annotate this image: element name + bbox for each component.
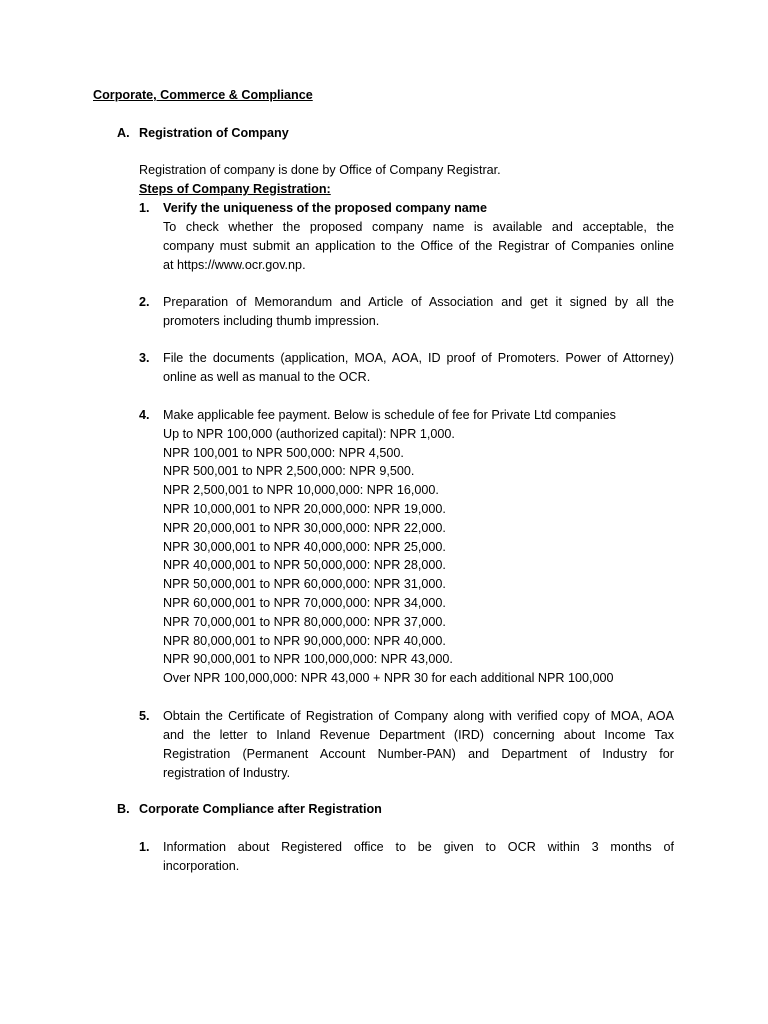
- fee-line: NPR 100,001 to NPR 500,000: NPR 4,500.: [163, 446, 404, 460]
- document-title: Corporate, Commerce & Compliance: [93, 88, 313, 102]
- fee-line: NPR 30,000,001 to NPR 40,000,000: NPR 25,000.: [163, 540, 446, 554]
- fee-line: NPR 20,000,001 to NPR 30,000,000: NPR 22,000.: [163, 521, 446, 535]
- step-1-body-line-3: at https://www.ocr.gov.np.: [163, 258, 306, 272]
- step-1-body-line-2: company must submit an application to the Office of the Registrar of Companies online: [163, 239, 674, 253]
- step-3-line-1: File the documents (application, MOA, AOA, ID proof of Promoters. Power of Attorney): [163, 351, 674, 365]
- fee-line: Up to NPR 100,000 (authorized capital): NPR 1,000.: [163, 427, 455, 441]
- fee-line: NPR 60,000,001 to NPR 70,000,000: NPR 34,000.: [163, 596, 446, 610]
- section-a-intro: Registration of company is done by Office of Company Registrar.: [139, 163, 501, 177]
- section-b-item-1-marker: 1.: [139, 840, 150, 854]
- step-3-line-2: online as well as manual to the OCR.: [163, 370, 371, 384]
- step-1-body-line-1: To check whether the proposed company name is available and acceptable, the: [163, 220, 674, 234]
- step-5-marker: 5.: [139, 709, 150, 723]
- fee-line: NPR 70,000,001 to NPR 80,000,000: NPR 37,000.: [163, 615, 446, 629]
- fee-line: NPR 80,000,001 to NPR 90,000,000: NPR 40,000.: [163, 634, 446, 648]
- step-1-marker: 1.: [139, 201, 150, 215]
- steps-heading: Steps of Company Registration:: [139, 182, 331, 196]
- step-5-line-2: and the letter to Inland Revenue Department (IRD) concerning about Income Tax: [163, 728, 674, 742]
- step-5-line-3: Registration (Permanent Account Number-PAN) and Department of Industry for: [163, 747, 674, 761]
- section-a-heading: Registration of Company: [139, 126, 289, 140]
- fee-line: NPR 500,001 to NPR 2,500,000: NPR 9,500.: [163, 464, 415, 478]
- step-1-title: Verify the uniqueness of the proposed company name: [163, 201, 488, 215]
- step-4-title: Make applicable fee payment. Below is schedule of fee for Private Ltd companies: [163, 408, 616, 422]
- fee-line: NPR 40,000,001 to NPR 50,000,000: NPR 28,000.: [163, 558, 446, 572]
- fee-line: NPR 90,000,001 to NPR 100,000,000: NPR 43,000.: [163, 652, 453, 666]
- step-5-line-1: Obtain the Certificate of Registration of Company along with verified copy of MOA, AOA: [163, 709, 674, 723]
- step-2-marker: 2.: [139, 295, 150, 309]
- step-2-line-2: promoters including thumb impression.: [163, 314, 380, 328]
- fee-line: NPR 10,000,001 to NPR 20,000,000: NPR 19,000.: [163, 502, 446, 516]
- step-4-marker: 4.: [139, 408, 150, 422]
- section-b-item-1-line-1: Information about Registered office to be given to OCR within 3 months of: [163, 840, 674, 854]
- fee-line: Over NPR 100,000,000: NPR 43,000 + NPR 30 for each additional NPR 100,000: [163, 671, 614, 685]
- step-2-line-1: Preparation of Memorandum and Article of Association and get it signed by all the: [163, 295, 674, 309]
- step-3-marker: 3.: [139, 351, 150, 365]
- fee-line: NPR 50,000,001 to NPR 60,000,000: NPR 31,000.: [163, 577, 446, 591]
- section-a-marker: A.: [117, 126, 130, 140]
- section-b-item-1-line-2: incorporation.: [163, 859, 240, 873]
- section-b-heading: Corporate Compliance after Registration: [139, 802, 382, 816]
- fee-line: NPR 2,500,001 to NPR 10,000,000: NPR 16,000.: [163, 483, 439, 497]
- step-5-line-4: registration of Industry.: [163, 766, 291, 780]
- section-b-marker: B.: [117, 802, 130, 816]
